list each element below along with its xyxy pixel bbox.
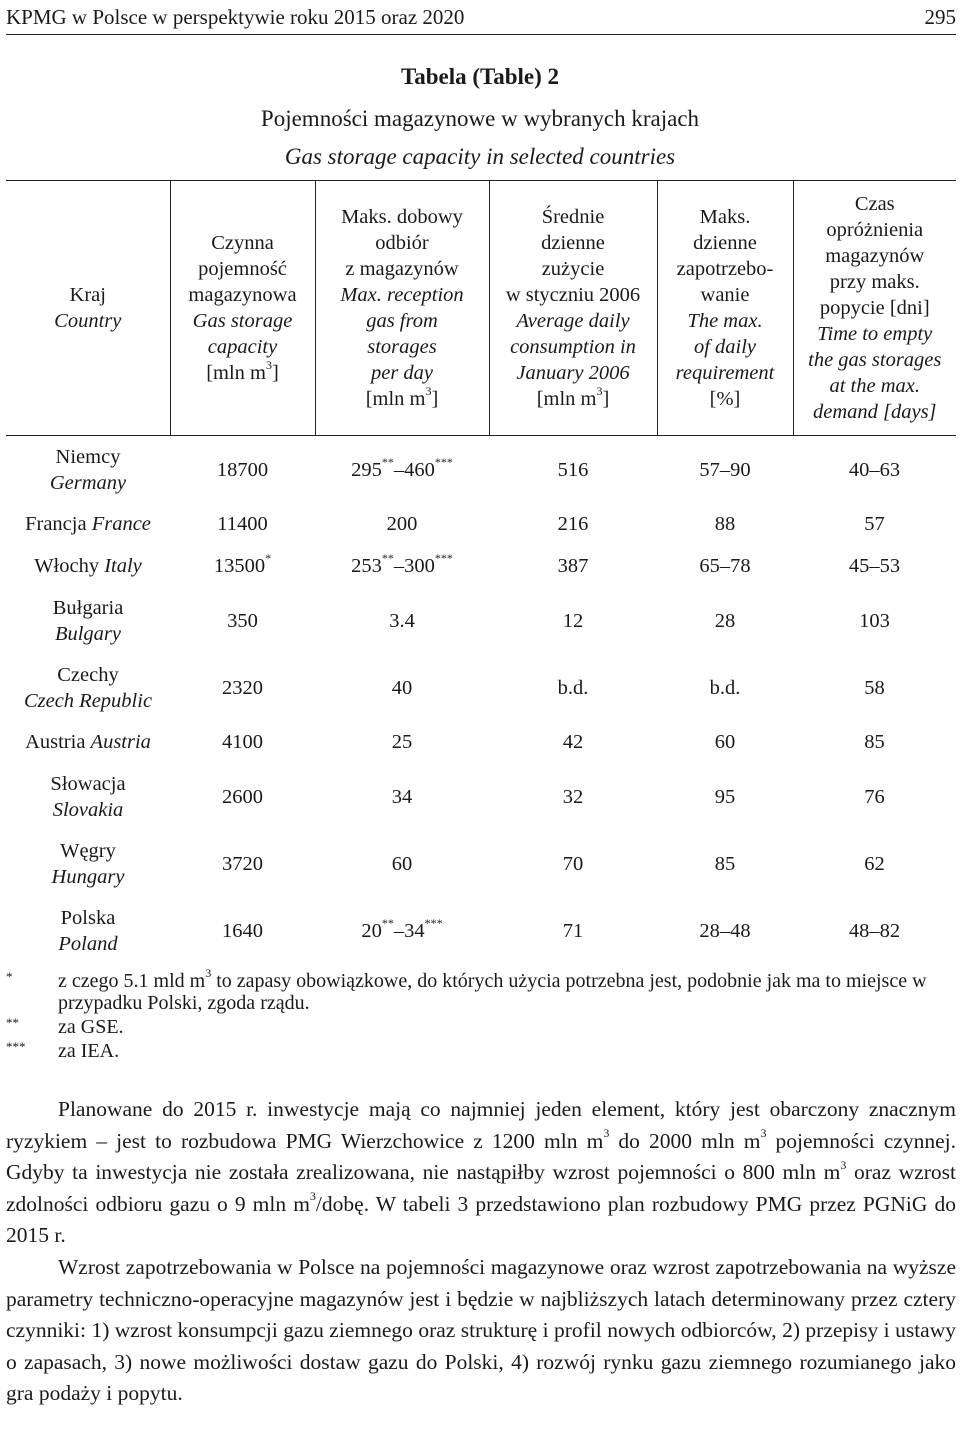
value-cell: 60 [391, 852, 413, 875]
running-header [6, 0, 956, 35]
country-cell [6, 721, 170, 763]
column-header-pl-line: odbiór [375, 232, 429, 254]
table-row [6, 830, 956, 897]
table-row [6, 587, 956, 654]
column-header-pl-line: Maks. dobowy [341, 206, 463, 228]
footnote-marker: * [6, 969, 13, 984]
value-cell: 28–48 [699, 919, 751, 942]
country-cell [6, 503, 170, 545]
column-header-en-line: Time to empty [817, 323, 933, 345]
column-header-en-line: per day [370, 362, 434, 384]
table-row [6, 436, 956, 504]
table-row [6, 897, 956, 964]
column-header-pl-line: Maks. [699, 206, 751, 228]
column-header-pl-line: opróżnienia [826, 219, 924, 241]
value-cell: 95 [714, 785, 736, 808]
column-header-pl-line: Czynna [211, 232, 274, 254]
unit-superscript: 3 [425, 384, 432, 399]
value-cell: 13500* [213, 551, 272, 577]
country-name-pl: Niemcy [55, 445, 121, 468]
column-header-en-line: the gas storages [808, 349, 942, 371]
value-cell: 70 [562, 852, 584, 875]
value-cell: 28 [714, 609, 736, 632]
footnote-mark: *** [434, 454, 453, 469]
column-header-pl-line: popycie [dni] [819, 297, 930, 319]
column-header-unit: [mln $m^3$] [206, 358, 279, 384]
country-name-en: Austria [90, 731, 151, 753]
column-header-pl-line: pojemność [198, 258, 287, 280]
footnote-mark: ** [381, 551, 394, 566]
column-header-pl-line: magazynów [825, 245, 925, 267]
value-cell: 57–90 [699, 458, 751, 481]
column-header-en-line: Country [54, 310, 122, 332]
value-cell: 253**–300*** [351, 551, 453, 577]
column-header-en-line: capacity [207, 336, 278, 358]
country-name-pl: Włochy [34, 555, 100, 577]
country-cell [6, 436, 170, 504]
column-header-en-line: Max. reception [340, 284, 464, 306]
value-cell: 350 [227, 609, 258, 632]
value-cell: 12 [562, 609, 584, 632]
country-cell [6, 763, 170, 830]
column-header-2 [315, 181, 489, 436]
table-header-row [6, 181, 956, 436]
country-cell [6, 897, 170, 964]
column-header-pl-line: z magazynów [345, 258, 459, 280]
value-cell: 216 [557, 513, 589, 535]
value-cell: 3.4 [389, 609, 415, 632]
unit-superscript: 3 [309, 1189, 316, 1204]
column-header-en-line: Average daily [516, 310, 630, 332]
column-header-pl-line: dzienne [541, 232, 605, 254]
value-cell: 85 [714, 852, 736, 875]
paragraph-1 [6, 1094, 956, 1252]
table-title-en: Gas storage capacity in selected countries [284, 144, 676, 169]
value-cell: 3720 [222, 852, 263, 875]
country-name-pl: Węgry [60, 839, 116, 862]
value-cell: 40–63 [848, 458, 901, 481]
value-cell: 11400 [217, 513, 268, 535]
storage-capacity-table [6, 180, 956, 964]
column-header-4 [657, 181, 793, 436]
column-header-en-line: gas from [366, 310, 438, 332]
table-row [6, 763, 956, 830]
table-row [6, 654, 956, 721]
column-header-pl-line: magazynowa [188, 284, 297, 306]
value-cell: 20**–34*** [361, 915, 443, 942]
value-cell: 103 [859, 609, 890, 632]
footnote-mark: ** [381, 454, 394, 469]
column-header-pl-line: zapotrzebo- [676, 258, 774, 280]
column-header-en-line: at the max. [829, 375, 921, 397]
value-cell: 516 [557, 458, 589, 481]
country-name-pl: Słowacja [50, 772, 126, 795]
table-footnotes [6, 966, 956, 1064]
column-header-1 [170, 181, 315, 436]
country-name-en: Slovakia [52, 798, 124, 821]
value-cell: 76 [864, 785, 885, 808]
country-name-en: Italy [104, 555, 142, 577]
column-header-3 [489, 181, 657, 436]
table-body [6, 436, 956, 965]
column-header-en-line: demand [days] [812, 401, 937, 423]
column-header-en-line: The max. [687, 310, 763, 332]
column-header-pl-line: dzienne [693, 232, 757, 254]
country-name-pl: Bułgaria [52, 596, 124, 619]
unit-superscript: 3 [760, 1126, 767, 1141]
table-row [6, 545, 956, 587]
column-header-en-line: January 2006 [516, 362, 630, 384]
value-cell: b.d. [557, 676, 589, 699]
country-name-pl: Polska [60, 906, 116, 929]
unit-superscript: 3 [265, 358, 272, 373]
footnote-marker: *** [6, 1039, 26, 1054]
column-header-pl-line: w styczniu 2006 [505, 284, 641, 306]
footnote-mark: *** [424, 915, 443, 930]
value-cell: 85 [864, 731, 885, 753]
country-name-en: Bulgary [54, 622, 122, 645]
column-header-en-line: storages [367, 336, 437, 358]
column-header-unit: [mln $m^3$] [365, 384, 439, 410]
value-cell: 57 [864, 513, 885, 535]
country-name-en: Czech Republic [23, 689, 153, 712]
page-number: 295 [924, 4, 956, 29]
country-cell [6, 545, 170, 587]
footnote-superscript: 3 [205, 966, 212, 981]
value-cell: 60 [714, 731, 736, 753]
country-cell [6, 587, 170, 654]
country-cell [6, 830, 170, 897]
country-name-en: France [91, 513, 151, 535]
header-title: KPMG w Polsce w perspektywie roku 2015 oraz 2020 [6, 4, 465, 29]
value-cell: 88 [714, 513, 736, 535]
value-cell: 62 [864, 852, 885, 875]
value-cell: 2600 [222, 785, 263, 808]
value-cell: 45–53 [848, 555, 901, 577]
country-name-en: Germany [49, 471, 127, 494]
country-name-pl: Austria [25, 731, 86, 753]
column-header-unit: [%] [709, 388, 741, 410]
column-header-unit: [mln $m^3$] [536, 384, 610, 410]
column-header-en-line: of daily [693, 336, 757, 358]
footnote: *** za IEA. [6, 1040, 956, 1062]
value-cell: 40 [391, 676, 413, 699]
value-cell: 42 [562, 731, 584, 753]
column-header-en-line: consumption in [510, 336, 636, 358]
value-cell: 58 [864, 676, 885, 699]
unit-superscript: 3 [596, 384, 603, 399]
column-header-en-line: requirement [675, 362, 775, 384]
value-cell: 387 [557, 555, 589, 577]
column-header-pl-line: Kraj [69, 284, 106, 306]
value-cell: 1640 [222, 919, 263, 942]
table-row [6, 721, 956, 763]
column-header-5 [793, 181, 956, 436]
value-cell: 200 [386, 513, 418, 535]
value-cell: 25 [391, 731, 413, 753]
value-cell: 65–78 [699, 555, 751, 577]
column-header-en-line: Gas storage [192, 310, 293, 332]
footnote-mark: * [265, 551, 272, 566]
paragraph-2-text: Wzrost zapotrzebowania w Polsce na pojemności magazynowe oraz wzrost zapotrzebowania na wyższe parametry techniczno-operacyjne magazynów jest i będzie w najbliższych latach determinowany przez cztery czynniki: 1) wzrost konsumpcji gazu ziemnego oraz strukturę i profil nowych odbiorców, 2) przepisy i ustawy o zapasach, 3) nowe możliwości dostaw gazu do Polski, 4) rozwój rynku gazu ziemnego rozumianego jako gra podaży i popytu. [6, 1255, 956, 1405]
paragraph-1-text: Planowane do 2015 r. inwestycje mają co najmniej jeden element, który jest obarczony znacznym ryzykiem – jest to rozbudowa PMG Wierzchowice z 1200 mln $m^3$ do 2000 mln $m^3$ pojemności czynnej. Gdyby ta inwestycja nie została zrealizowana, nie nastąpiłby wzrost pojemności o 800 mln $m^3$ oraz wzrost zdolności odbioru gazu o 9 mln $m^3$/dobę. W tabeli 3 przedstawiono plan rozbudowy PMG przez PGNiG do 2015 r. [6, 1097, 957, 1247]
footnote-mark: ** [381, 915, 394, 930]
column-header-pl-line: zużycie [541, 258, 605, 280]
footnote: * z czego 5.1 mld $m^3$ to zapasy obowiązkowe, do których użycia potrzebna jest, podobnie jak ma to miejsce w przypadku Polski, zgoda rządu. [6, 966, 927, 1014]
value-cell: 295**–460*** [351, 454, 453, 481]
column-header-pl-line: Średnie [541, 206, 605, 228]
column-header-pl-line: przy maks. [829, 271, 920, 293]
country-name-en: Poland [58, 932, 118, 955]
table-label: Tabela (Table) 2 [400, 64, 560, 89]
column-header-pl-line: wanie [700, 284, 750, 306]
paragraph-2 [6, 1252, 956, 1410]
value-cell: 48–82 [848, 919, 901, 942]
country-cell [6, 654, 170, 721]
country-name-pl: Francja [25, 513, 87, 535]
value-cell: 4100 [222, 731, 263, 753]
value-cell: 18700 [216, 458, 269, 481]
country-name-pl: Czechy [57, 663, 119, 686]
country-name-en: Hungary [51, 865, 125, 888]
value-cell: 34 [391, 785, 413, 808]
footnote-mark: *** [434, 551, 453, 566]
footnote-marker: ** [6, 1015, 19, 1030]
footnote: ** za GSE. [6, 1016, 956, 1038]
table-title-pl: Pojemności magazynowe w wybranych krajach [260, 106, 700, 131]
table-row [6, 503, 956, 545]
value-cell: 71 [562, 919, 584, 942]
unit-superscript: 3 [603, 1126, 610, 1141]
value-cell: b.d. [709, 676, 741, 699]
value-cell: 2320 [222, 676, 263, 699]
value-cell: 32 [562, 785, 584, 808]
column-header-pl-line: Czas [854, 193, 895, 215]
unit-superscript: 3 [840, 1157, 847, 1172]
column-header-0 [6, 181, 170, 436]
